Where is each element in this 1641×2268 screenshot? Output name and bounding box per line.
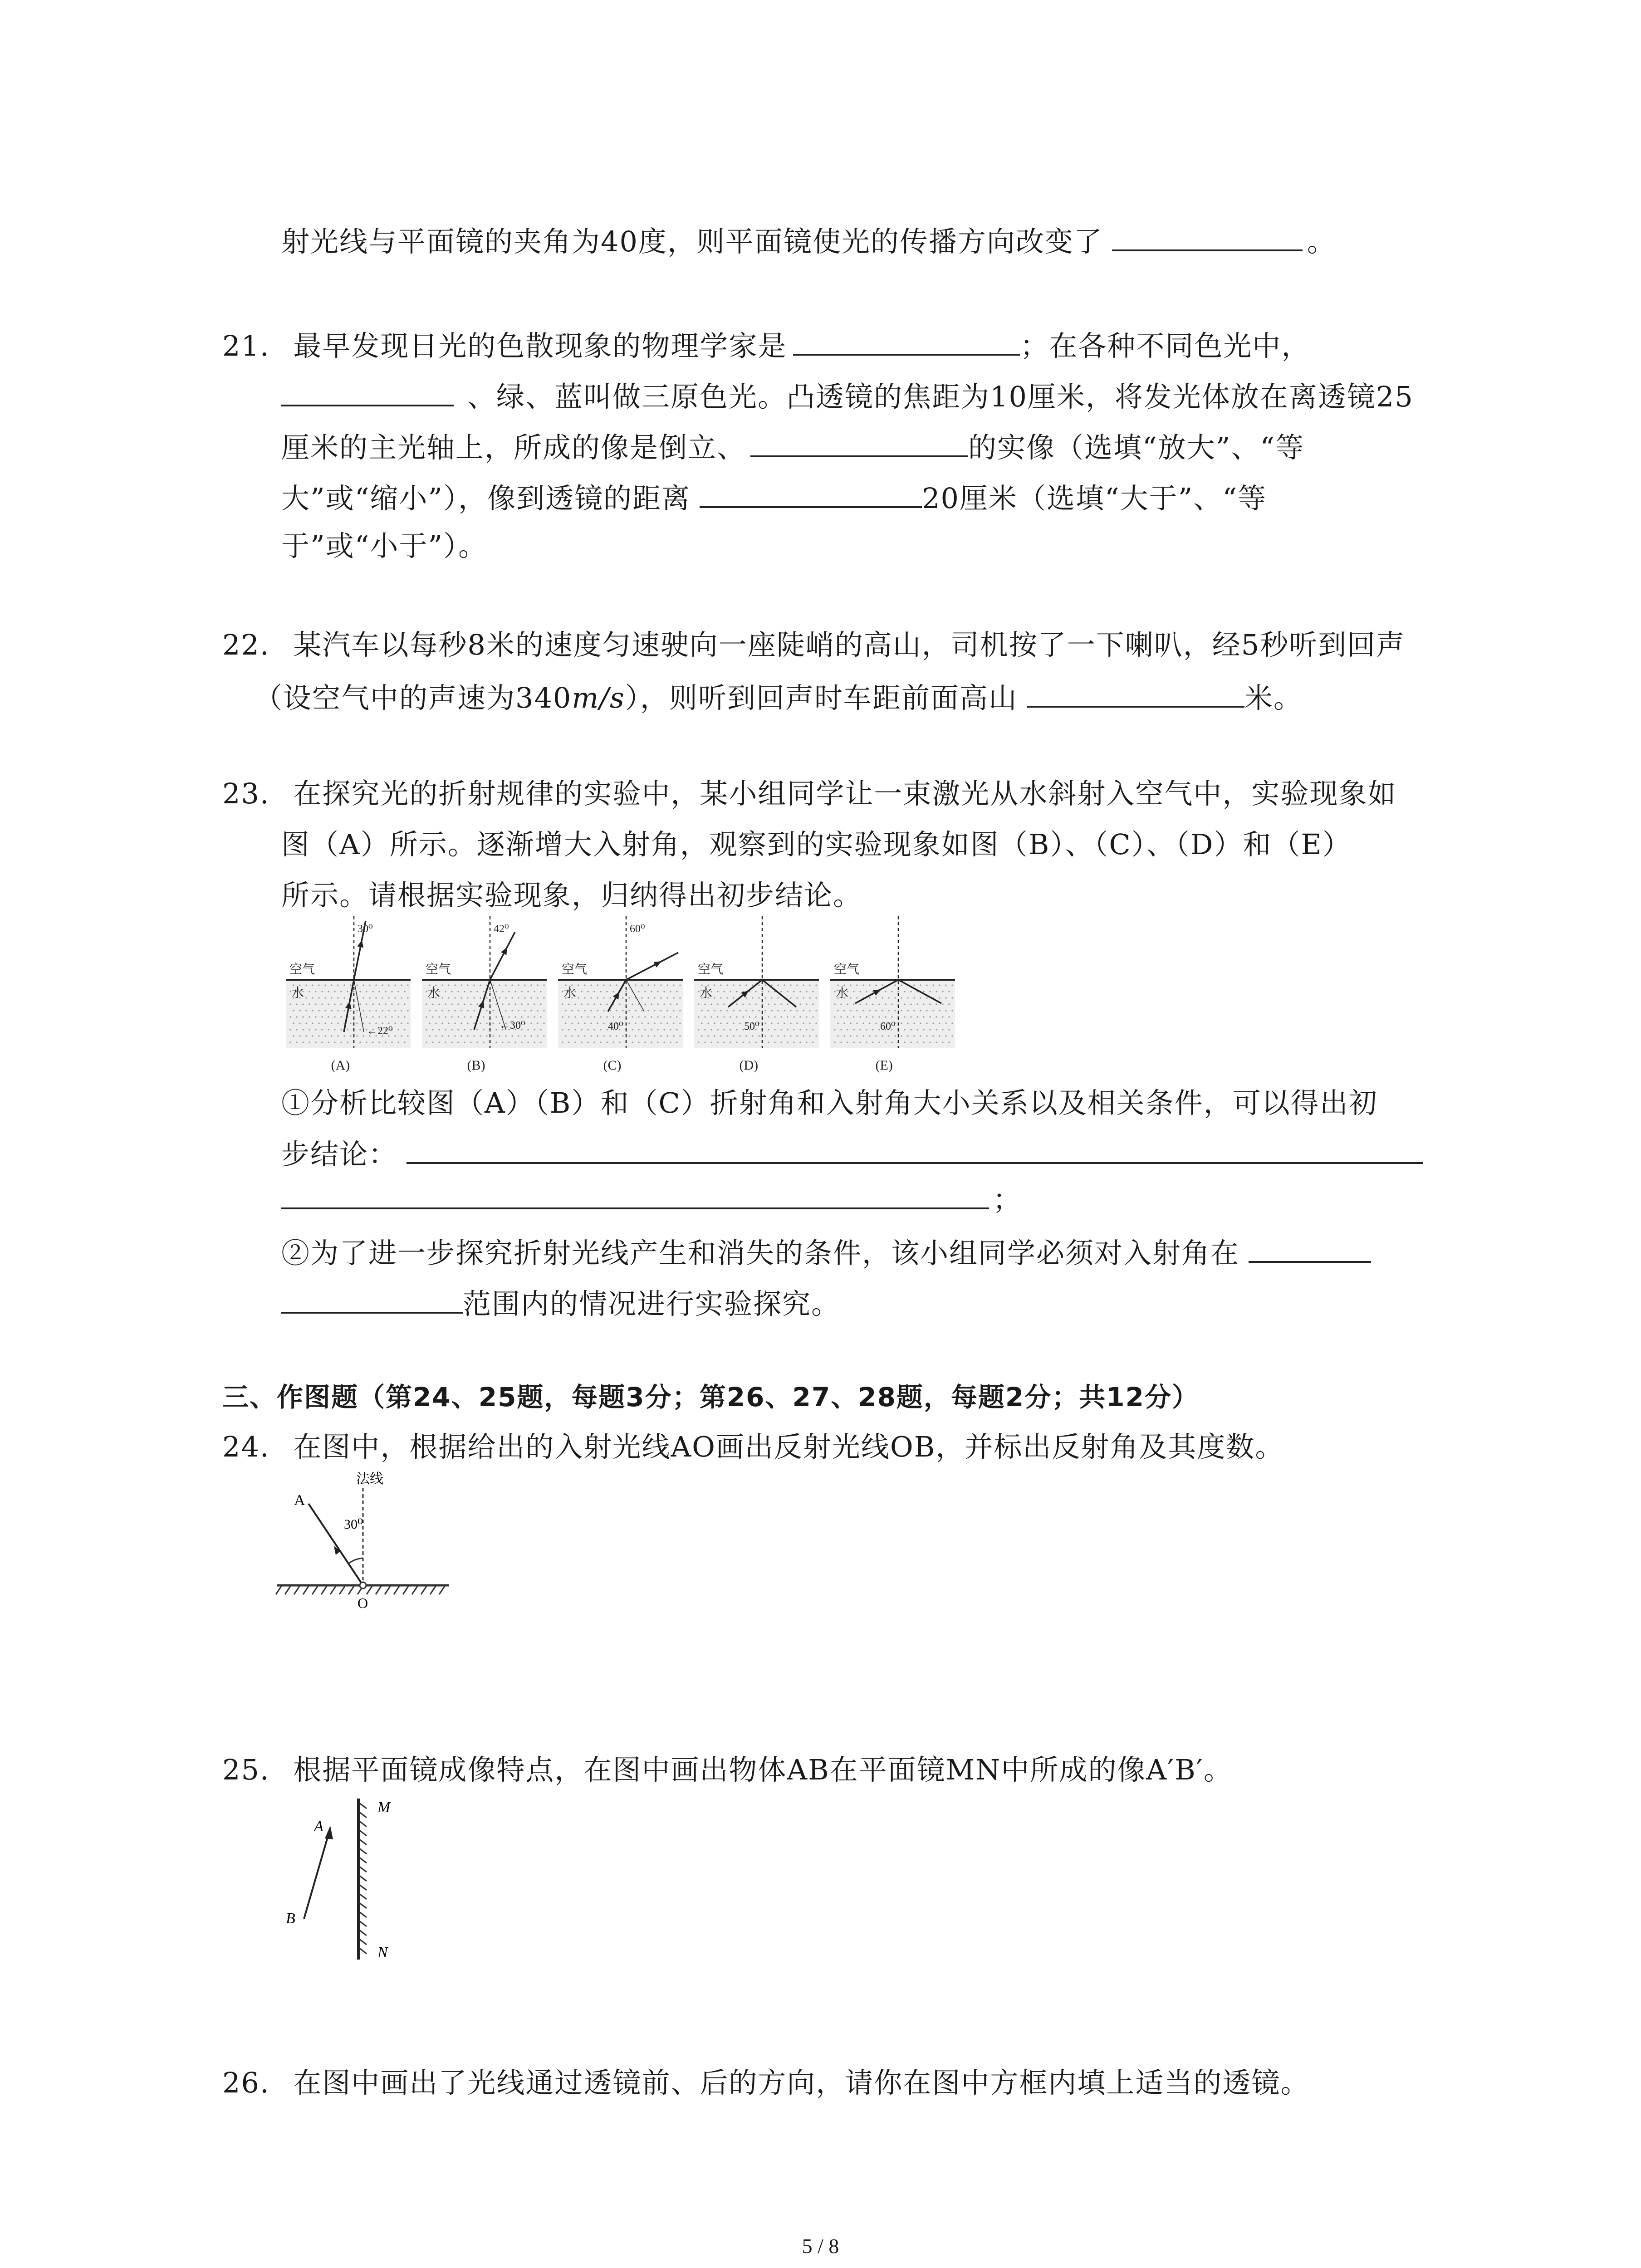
refracted-ray [490, 932, 515, 980]
object-ab [304, 1828, 330, 1919]
q23-conclusion-blank-2[interactable] [281, 1179, 989, 1209]
figure-label: (D) [739, 1058, 759, 1073]
q25-mirror-figure [272, 1789, 417, 1971]
refraction-angle-label: 60⁰ [630, 923, 645, 935]
mirror-hatching [359, 1803, 367, 1954]
svg-text:法线: 法线 [356, 1471, 383, 1486]
q21-line-2: 、绿、蓝叫做三原色光。凸透镜的焦距为10厘米，将发光体放在离透镜25 [281, 376, 1414, 415]
q23-conclusion-blank-1[interactable] [407, 1134, 1423, 1164]
q24-reflection-figure [272, 1470, 463, 1615]
figure-label: (B) [467, 1058, 485, 1073]
figure-label: (E) [875, 1058, 893, 1073]
q21-line-4: 大”或“缩小”），像到透镜的距离 20厘米（选填“大于”、“等 [281, 478, 1267, 517]
refraction-angle-label: 30⁰ [358, 923, 373, 935]
q21-blank-image-size[interactable] [750, 427, 968, 457]
water-label: 水 [700, 986, 713, 1000]
q21-line-3: 厘米的主光轴上，所成的像是倒立、 的实像（选填“放大”、“等 [281, 427, 1304, 466]
q23-line-1: 23. 在探究光的折射规律的实验中，某小组同学让一束激光从水斜射入空气中，实验现象如 [222, 777, 1397, 810]
q24-line-1: 24. 在图中，根据给出的入射光线AO画出反射光线OB，并标出反射角及其度数。 [222, 1430, 1284, 1463]
q23-line-2: 图（A）所示。逐渐增大入射角，观察到的实验现象如图（B）、（C）、（D）和（E） [281, 828, 1352, 861]
air-label: 空气 [562, 963, 588, 977]
q26-line-1: 26. 在图中画出了光线通过透镜前、后的方向，请你在图中方框内填上适当的透镜。 [222, 2066, 1310, 2099]
incident-angle-label: 50⁰ [744, 1021, 759, 1032]
incident-angle-label: 40⁰ [608, 1021, 623, 1032]
q23-line-3: 所示。请根据实验现象，归纳得出初步结论。 [281, 879, 862, 912]
arrow-icon [325, 1826, 333, 1839]
q23-sub2-line-2: 范围内的情况进行实验探究。 [281, 1284, 840, 1322]
refraction-figures [281, 912, 1461, 1080]
svg-text:O: O [358, 1595, 368, 1611]
svg-text:B: B [286, 1910, 295, 1927]
q23-range-blank-1[interactable] [1249, 1233, 1371, 1263]
water-region [286, 980, 411, 1048]
svg-text:N: N [377, 1944, 388, 1961]
q23-sub1-line-3: ； [281, 1179, 1022, 1218]
svg-text:30⁰: 30⁰ [344, 1517, 363, 1532]
arrow-icon [653, 958, 663, 968]
q21-blank-color[interactable] [281, 376, 454, 406]
refracted-ray [626, 953, 678, 980]
water-region [830, 980, 955, 1048]
q23-sub1-line-2: 步结论： [281, 1134, 1423, 1173]
q23-sub1-line-1: ①分析比较图（A）（B）和（C）折射角和入射角大小关系以及相关条件，可以得出初 [281, 1086, 1378, 1119]
q21-blank-distance[interactable] [700, 478, 922, 508]
q20-answer-blank[interactable] [1112, 221, 1303, 251]
water-label: 水 [427, 986, 441, 1000]
figure-label: (A) [331, 1058, 350, 1073]
refraction-angle-label: 42⁰ [494, 923, 509, 935]
q20-continuation: 射光线与平面镜的夹角为40度，则平面镜使光的传播方向改变了 。 [281, 221, 1336, 260]
air-label: 空气 [698, 963, 724, 977]
air-label: 空气 [426, 963, 451, 977]
svg-text:A: A [314, 1818, 323, 1835]
incident-ray-ao [309, 1504, 363, 1585]
water-label: 水 [563, 986, 577, 1000]
arrow-icon [501, 946, 510, 955]
svg-text:A: A [294, 1492, 305, 1509]
air-label: 空气 [834, 963, 860, 977]
incident-angle-label: 60⁰ [880, 1021, 896, 1032]
q22-line-1: 22. 某汽车以每秒8米的速度匀速驶向一座陡峭的高山，司机按了一下喇叭，经5秒听到回声 [222, 628, 1406, 661]
incident-angle-label: ←30⁰ [499, 1020, 525, 1031]
page-number: 5 / 8 [802, 2234, 839, 2258]
svg-text:M: M [377, 1799, 391, 1816]
q21-line-5: 于”或“小于”）。 [281, 529, 488, 562]
water-label: 水 [291, 986, 304, 1000]
incident-angle-label: ←22⁰ [367, 1025, 393, 1037]
section-3-title: 三、作图题（第24、25题，每题3分；第26、27、28题，每题2分；共12分） [222, 1382, 1199, 1413]
q25-line-1: 25. 根据平面镜成像特点，在图中画出物体AB在平面镜MN中所成的像A′B′。 [222, 1753, 1233, 1786]
q23-sub2-line-1: ②为了进一步探究折射光线产生和消失的条件，该小组同学必须对入射角在 [281, 1233, 1371, 1271]
figure-label: (C) [603, 1058, 622, 1073]
water-region [694, 980, 819, 1048]
q22-line-2: （设空气中的声速为340m/s），则听到回声时车距前面高山 米。 [254, 678, 1303, 716]
q22-answer-blank[interactable] [1027, 678, 1244, 708]
water-label: 水 [836, 986, 849, 1000]
q21-line-1: 21. 最早发现日光的色散现象的物理学家是 ；在各种不同色光中， [222, 326, 1310, 364]
air-label: 空气 [289, 963, 315, 977]
q23-range-blank-2[interactable] [281, 1284, 463, 1314]
q21-blank-physicist[interactable] [793, 326, 1020, 356]
water-region [422, 980, 547, 1048]
